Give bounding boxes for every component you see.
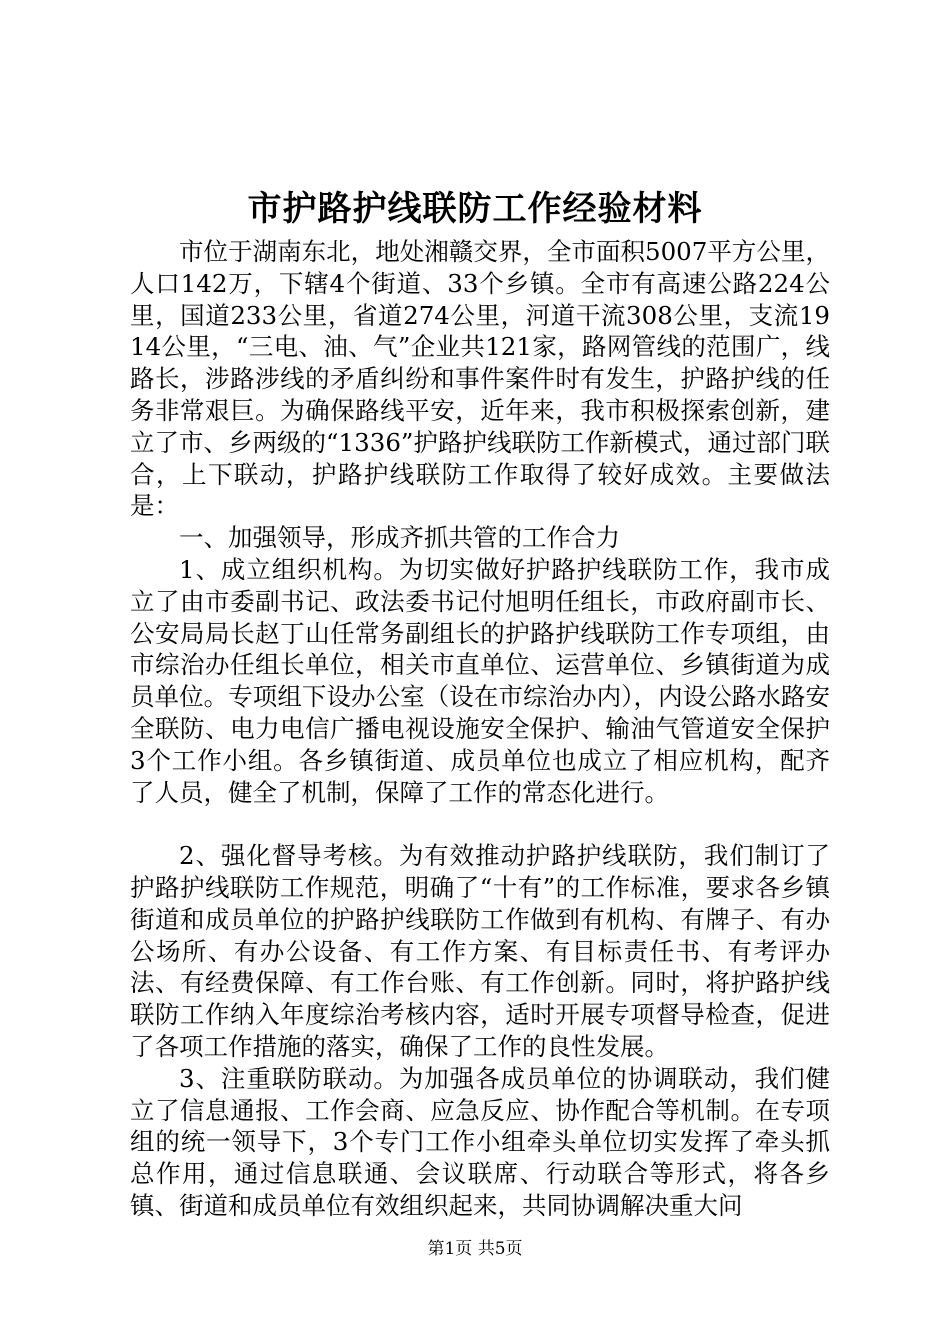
paragraph-item-1: 1、成立组织机构。为切实做好护路护线联防工作，我市成立了由市委副书记、政法委书记付旭明任组长，市政府副市长、公安局局长赵丁山任常务副组长的护路护线联防工作专项组，由市综治办任组长单位，相关市直单位、运营单位、乡镇街道为成员单位。专项组下设办公室（设在市综治办内），内设公路水路安全联防、电力电信广播电视设施安全保护、输油气管道安全保护3个工作小组。各乡镇街道、成员单位也成立了相应机构，配齐了人员，健全了机制，保障了工作的常态化进行。 [130,554,830,807]
page-footer: 第1页 共5页 [427,1239,523,1259]
page-title: 市护路护线联防工作经验材料 [247,189,703,229]
paragraph-item-3: 3、注重联防联动。为加强各成员单位的协调联动，我们健立了信息通报、工作会商、应急反应、协作配合等机制。在专项组的统一领导下，3个专门工作小组牵头单位切实发挥了牵头抓总作用，通过信息联通、会议联席、行动联合等形式，将各乡镇、街道和成员单位有效组织起来，共同协调解决重大问 [130,1063,830,1220]
paragraph-intro: 市位于湖南东北，地处湘赣交界，全市面积5007平方公里，人口142万，下辖4个街道、33个乡镇。全市有高速公路224公里，国道233公里，省道274公里，河道干流308公里，支流1914公里，“三电、油、气”企业共121家，路网管线的范围广，线路长，涉路涉线的矛盾纠纷和事件案件时有发生，护路护线的任务非常艰巨。为确保路线平安，近年来，我市积极探索创新，建立了市、乡两级的“1336”护路护线联防工作新模式，通过部门联合，上下联动，护路护线联防工作取得了较好成效。主要做法是： [130,237,830,521]
section-heading-1: 一、加强领导，形成齐抓共管的工作合力 [179,523,620,553]
paragraph-item-2: 2、强化督导考核。为有效推动护路护线联防，我们制订了护路护线联防工作规范，明确了“十有”的工作标准，要求各乡镇街道和成员单位的护路护线联防工作做到有机构、有牌子、有办公场所、有办公设备、有工作方案、有目标责任书、有考评办法、有经费保障、有工作台账、有工作创新。同时，将护路护线联防工作纳入年度综治考核内容，适时开展专项督导检查，促进了各项工作措施的落实，确保了工作的良性发展。 [130,841,830,1061]
document-body [130,236,830,1222]
